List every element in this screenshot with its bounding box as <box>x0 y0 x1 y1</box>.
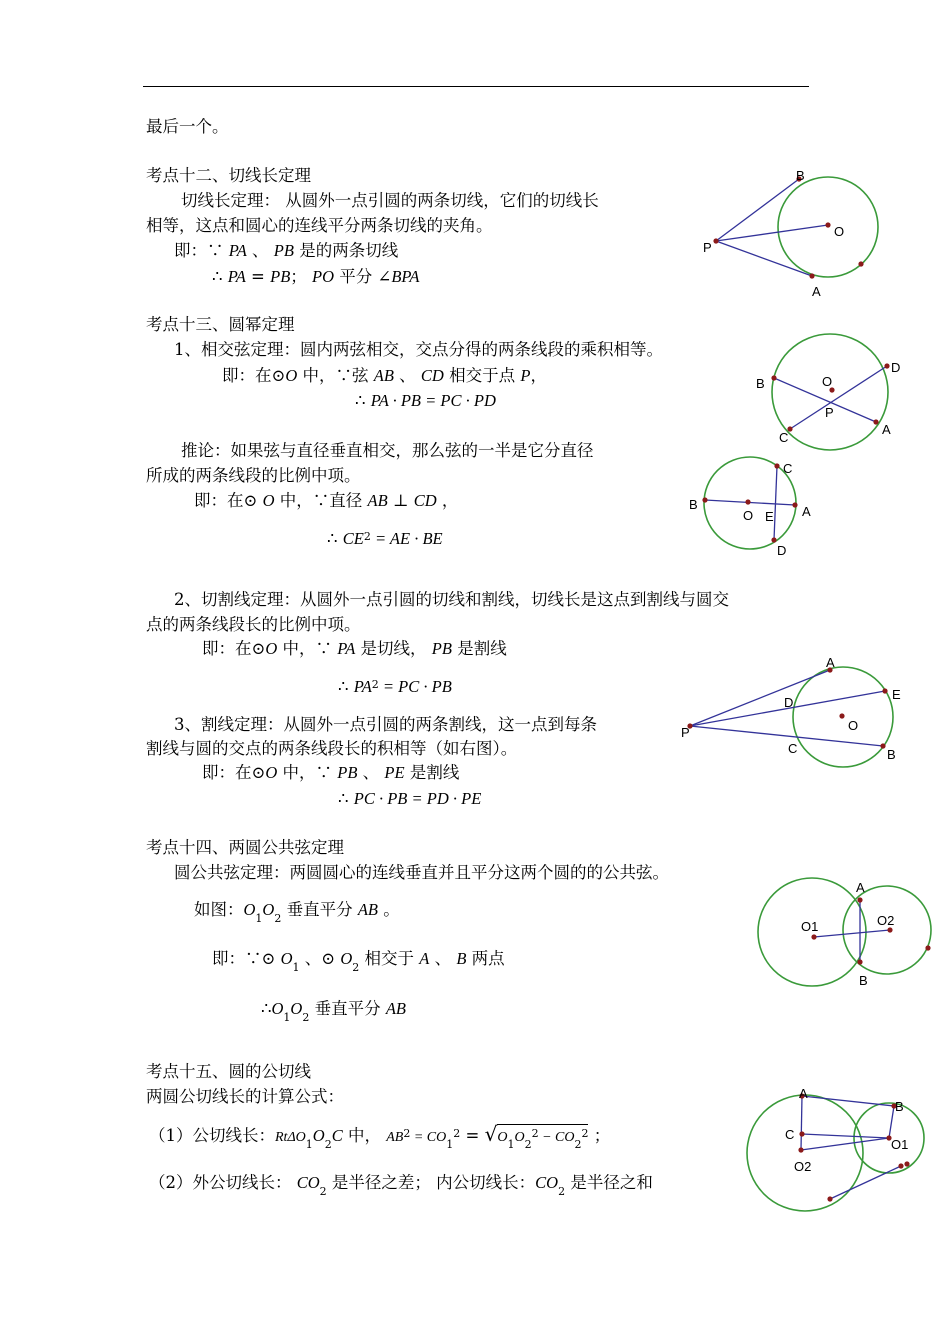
math: − CO <box>538 1130 575 1145</box>
math: CE <box>342 529 364 548</box>
point <box>904 1161 909 1166</box>
math: O <box>262 491 275 510</box>
label-o: O <box>848 718 859 733</box>
text: 、⊙ <box>299 949 341 968</box>
point <box>809 273 814 278</box>
math: PA <box>227 267 246 286</box>
math: P <box>520 366 531 385</box>
label-b: B <box>689 497 698 512</box>
s13-theorem-1: 1、相交弦定理：圆内两弦相交，交点分得的两条线段的乘积相等。 <box>174 340 663 359</box>
text: 、 <box>357 763 385 782</box>
label-a: A <box>802 504 811 519</box>
common-chord-figure <box>750 870 940 995</box>
exponent: 2 <box>403 1127 411 1140</box>
subscript: 1 <box>255 912 263 925</box>
text: ∴ <box>338 677 354 696</box>
point <box>713 238 718 243</box>
subscript: 2 <box>302 1011 310 1024</box>
line-po <box>716 225 828 241</box>
text: 相交于点 <box>443 366 521 385</box>
point <box>771 537 776 542</box>
s13-cor-formula-2 <box>327 529 443 551</box>
subscript: 1 <box>507 1138 515 1151</box>
section-12-heading: 考点十二、切线长定理 <box>146 166 311 185</box>
math: CD <box>420 366 444 385</box>
label-c: C <box>783 461 793 476</box>
text: 垂直平分 <box>309 999 386 1018</box>
math: PB <box>337 763 358 782</box>
section-13-heading: 考点十三、圆幂定理 <box>146 315 295 334</box>
exponent: 2 <box>581 1127 589 1140</box>
s14-formula-3 <box>261 999 407 1024</box>
math: PA <box>353 677 372 696</box>
s13-t3-formula-2 <box>338 789 481 809</box>
math: O <box>262 900 275 919</box>
secant-figure <box>675 650 915 775</box>
math: O <box>280 949 293 968</box>
label-b: B <box>887 747 896 762</box>
subscript: 2 <box>324 1138 332 1151</box>
math: PB <box>273 241 294 260</box>
perpendicular-chord-figure <box>685 450 825 565</box>
math: O <box>271 999 284 1018</box>
s13-t2-formula-2 <box>338 677 452 699</box>
text: 如图： <box>194 900 244 919</box>
s13-theorem-2-b: 点的两条线段长的比例中项。 <box>146 615 361 634</box>
section-15-heading: 考点十五、圆的公切线 <box>146 1062 311 1081</box>
math: C <box>331 1126 343 1145</box>
subscript: 2 <box>574 1138 582 1151</box>
text: 平分 <box>334 267 378 286</box>
tangent-pa <box>716 241 812 276</box>
text: ⊥ <box>387 491 414 510</box>
section-14-heading: 考点十四、两圆公共弦定理 <box>146 838 344 857</box>
text: ∴ <box>355 391 371 410</box>
text: ∴ <box>338 789 354 808</box>
math: PA · PB = PC · PD <box>370 391 496 410</box>
text: 即：在⊙ <box>202 639 266 658</box>
math: PC · PB = PD · PE <box>353 789 482 808</box>
text: 、 <box>246 241 274 260</box>
math: O <box>285 366 298 385</box>
math: AB <box>385 999 407 1018</box>
label-o2: O2 <box>877 913 895 928</box>
point <box>873 419 878 424</box>
math: PB <box>270 267 291 286</box>
text: ， <box>530 366 547 385</box>
math: PE <box>384 763 405 782</box>
intersecting-chords-figure <box>745 322 915 452</box>
subscript: 2 <box>274 912 282 925</box>
label-o1: O1 <box>891 1137 909 1152</box>
point <box>771 375 776 380</box>
s13-theorem-3-a: 3、割线定理：从圆外一点引圆的两条割线，这一点到每条 <box>174 715 597 734</box>
s12-formula-1 <box>174 241 398 261</box>
text: 是半径之差； 内公切线长： <box>326 1173 536 1192</box>
subscript: 1 <box>283 1011 291 1024</box>
label-e: E <box>765 509 774 524</box>
line-co1 <box>802 1134 889 1138</box>
text: 中，∵弦 <box>297 366 374 385</box>
label-p: P <box>703 240 712 255</box>
math: ∠BPA <box>377 267 420 286</box>
math: O <box>265 763 278 782</box>
label-b: B <box>756 376 765 391</box>
label-o: O <box>834 224 845 239</box>
math: A <box>419 949 430 968</box>
point <box>882 688 887 693</box>
math: PO <box>312 267 335 286</box>
math: = PC · PB <box>378 677 452 696</box>
text: 两点 <box>466 949 505 968</box>
s13-t1-formula-2 <box>355 391 496 411</box>
common-tangent-figure <box>735 1085 935 1215</box>
tangent-ab <box>802 1096 894 1106</box>
point <box>774 463 779 468</box>
s15-line-1: 两圆公切线长的计算公式： <box>146 1087 344 1106</box>
point <box>857 959 862 964</box>
chord-cd <box>790 366 887 429</box>
point <box>799 1131 804 1136</box>
math: AB <box>386 1130 404 1145</box>
tangent-pb <box>716 179 799 241</box>
point <box>702 497 707 502</box>
label-a: A <box>856 880 865 895</box>
text: 中， <box>342 1126 387 1145</box>
text: （1）公切线长： <box>149 1126 275 1145</box>
label-e: E <box>892 687 901 702</box>
text: 即：在⊙ <box>222 366 286 385</box>
subscript: 2 <box>319 1185 327 1198</box>
point <box>839 713 844 718</box>
subscript: 2 <box>558 1185 566 1198</box>
point <box>858 261 863 266</box>
point <box>811 934 816 939</box>
point <box>898 1163 903 1168</box>
subscript: 2 <box>524 1138 532 1151</box>
label-d: D <box>784 695 794 710</box>
s13-theorem-3-b: 割线与圆的交点的两条线段长的积相等（如右图）。 <box>146 739 518 758</box>
label-a: A <box>812 284 821 299</box>
math: CD <box>413 491 437 510</box>
label-d: D <box>891 360 901 375</box>
point <box>884 363 889 368</box>
s13-theorem-2-a: 2、切割线定理：从圆外一点引圆的切线和割线，切线长是这点到割线与圆交 <box>174 590 729 609</box>
s14-line-1: 圆公共弦定理：两圆圆心的连线垂直并且平分这两个圆的的公共弦。 <box>174 863 669 882</box>
tangent-lower <box>830 1166 901 1199</box>
circle-o2 <box>747 1095 863 1211</box>
math: PB <box>431 639 452 658</box>
math: CO <box>535 1173 559 1192</box>
text: 是割线 <box>404 763 460 782</box>
s15-formula-1 <box>149 1122 611 1151</box>
text: 中，∵直径 <box>274 491 368 510</box>
math: O <box>312 1126 325 1145</box>
label-o: O <box>743 508 754 523</box>
label-c: C <box>779 430 789 445</box>
text: 。 <box>378 900 400 919</box>
text: = <box>245 267 271 286</box>
s12-line-1: 切线长定理： 从圆外一点引圆的两条切线，它们的切线长 <box>181 191 599 210</box>
text: 即：∵ <box>174 241 229 260</box>
math: O <box>497 1130 508 1145</box>
s14-formula-1 <box>194 900 400 925</box>
text: ∴ <box>261 999 272 1018</box>
math: AB <box>367 491 388 510</box>
point <box>745 499 750 504</box>
text: （2）外公切线长： <box>149 1173 297 1192</box>
s13-t1-formula-1 <box>222 366 547 386</box>
point <box>925 945 930 950</box>
text: 即：在⊙ <box>194 491 263 510</box>
s13-cor-formula-1 <box>194 491 458 511</box>
text: 是切线， <box>355 639 432 658</box>
label-d: D <box>777 543 787 558</box>
label-c: C <box>785 1127 795 1142</box>
line-o1o2 <box>814 930 890 937</box>
point <box>827 1196 832 1201</box>
label-p: P <box>825 405 834 420</box>
label-a: A <box>799 1086 808 1101</box>
text: ∴ <box>212 267 228 286</box>
circle <box>772 334 888 450</box>
exponent: 2 <box>453 1127 461 1140</box>
math: = AE · BE <box>370 529 443 548</box>
text: 垂直平分 <box>281 900 358 919</box>
text: ∴ <box>327 529 343 548</box>
math: PA <box>228 241 247 260</box>
exponent: 2 <box>531 1127 539 1140</box>
math: PA <box>337 639 356 658</box>
math: O <box>243 900 256 919</box>
tangent-length-figure <box>690 165 890 305</box>
sqrt-body <box>497 1124 589 1151</box>
subscript: 2 <box>352 961 360 974</box>
radius-o1b <box>889 1106 894 1138</box>
text: ； <box>290 267 313 286</box>
exponent: 2 <box>363 530 371 543</box>
point <box>887 927 892 932</box>
label-a: A <box>826 655 835 670</box>
text: 、 <box>393 366 421 385</box>
text: 即：∵⊙ <box>212 949 281 968</box>
s14-formula-2 <box>212 949 505 974</box>
math: = CO <box>410 1130 447 1145</box>
label-o1: O1 <box>801 919 819 934</box>
chord-cd <box>774 466 777 540</box>
s15-formula-2 <box>149 1173 653 1198</box>
text: 、 <box>429 949 457 968</box>
subscript: 1 <box>305 1138 313 1151</box>
math: AB <box>357 900 379 919</box>
text: 相交于 <box>359 949 420 968</box>
intro-text: 最后一个。 <box>146 117 229 136</box>
point <box>798 1147 803 1152</box>
label-p: P <box>681 725 690 740</box>
text: 中，∵ <box>277 763 338 782</box>
s13-t3-formula-1 <box>202 763 459 783</box>
point <box>792 502 797 507</box>
text: 是割线 <box>451 639 507 658</box>
s12-line-2: 相等，这点和圆心的连线平分两条切线的夹角。 <box>146 216 493 235</box>
math: AB <box>373 366 394 385</box>
math: O <box>265 639 278 658</box>
math: CO <box>296 1173 320 1192</box>
math: O <box>514 1130 525 1145</box>
radius-o2a <box>801 1096 802 1150</box>
math: B <box>456 949 467 968</box>
text: 中，∵ <box>277 639 338 658</box>
point <box>880 743 885 748</box>
math: O <box>290 999 303 1018</box>
text: 即：在⊙ <box>202 763 266 782</box>
s12-formula-2 <box>212 267 419 287</box>
text: ； <box>588 1126 611 1145</box>
text: = <box>460 1126 485 1145</box>
text: 是的两条切线 <box>293 241 399 260</box>
header-rule <box>143 86 809 87</box>
label-o2: O2 <box>794 1159 812 1174</box>
label-b: B <box>859 973 868 988</box>
sqrt-sign: √ <box>484 1122 498 1146</box>
point <box>857 897 862 902</box>
exponent: 2 <box>371 678 379 691</box>
math: O <box>340 949 353 968</box>
label-b: B <box>796 168 805 183</box>
line-o2o1 <box>801 1138 889 1150</box>
label-o: O <box>822 374 833 389</box>
math: RtΔO <box>275 1130 306 1145</box>
subscript: 1 <box>292 961 300 974</box>
s13-corollary-2: 所成的两条线段的比例中项。 <box>146 466 361 485</box>
text: ， <box>436 491 459 510</box>
s13-corollary-1: 推论：如果弦与直径垂直相交，那么弦的一半是它分直径 <box>181 441 594 460</box>
label-a: A <box>882 422 891 437</box>
label-b: B <box>895 1099 904 1114</box>
subscript: 1 <box>446 1138 454 1151</box>
point <box>825 222 830 227</box>
s13-t2-formula-1 <box>202 639 507 659</box>
text: 是半径之和 <box>565 1173 653 1192</box>
tangent-pa <box>690 670 830 726</box>
label-c: C <box>788 741 798 756</box>
